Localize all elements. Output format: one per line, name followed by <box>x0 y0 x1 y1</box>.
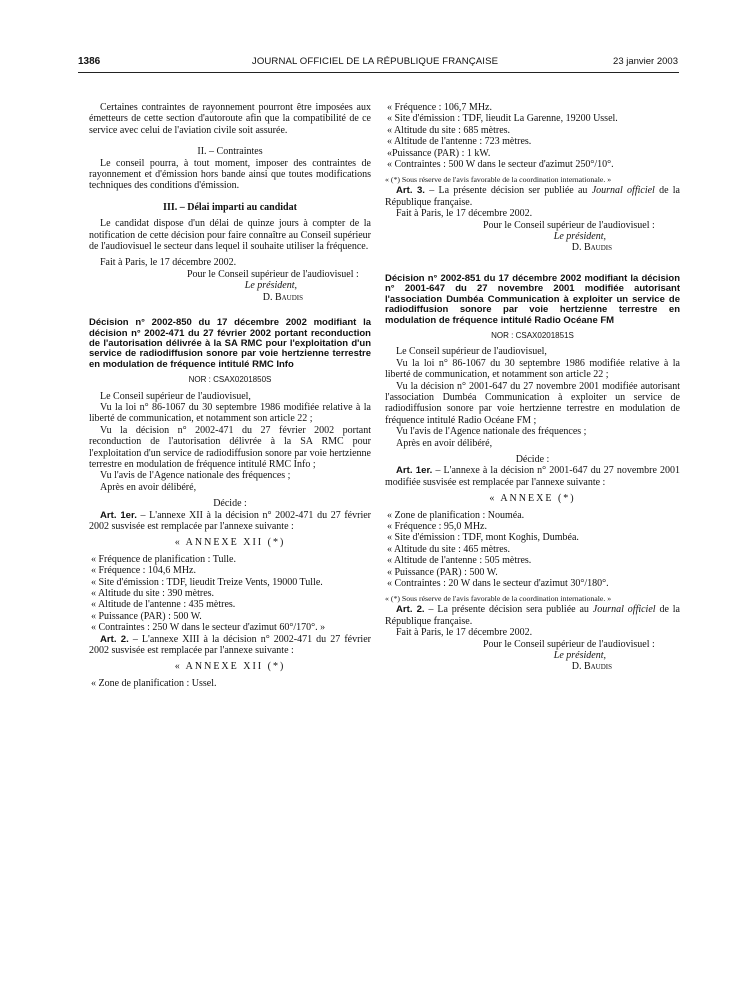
annexe-item: « Altitude du site : 685 mètres. <box>387 124 511 136</box>
nor-reference: NOR : CSAX0201850S <box>188 375 272 385</box>
signature-name: D. Baudis <box>262 291 303 303</box>
annexe-item: « Altitude du site : 465 mètres. <box>387 543 511 555</box>
article-1 <box>89 510 371 533</box>
article-label: Art. 2. <box>100 633 129 645</box>
annexe-item: « Altitude de l'antenne : 505 mètres. <box>387 555 532 567</box>
annexe-item: « Contraintes : 500 W dans le secteur d'azimut 250°/10°. <box>387 159 614 171</box>
signature-pour: Pour le Conseil supérieur de l'audiovisuel : <box>483 219 655 231</box>
page-header <box>0 0 748 70</box>
annexe-item: « Zone de planification : Ussel. <box>91 677 217 689</box>
annexe-title: « ANNEXE (*) <box>489 493 576 505</box>
decide-heading: Décide : <box>213 498 247 510</box>
annexe-item: « Contraintes : 250 W dans le secteur d'azimut 60°/170°. » <box>91 622 326 634</box>
annexe-item: « Site d'émission : TDF, lieudit Treize Vents, 19000 Tulle. <box>91 576 323 588</box>
visa-line: Vu la décision n° 2002-471 du 27 février 2002 portant reconduction de l'autorisation délivrée à la SA RMC pour l'exploitation d'un service de radiodiffusion sonore par voie hertzienne terrestre en modulation de fréquence intitulé RMC Info ; <box>89 424 371 470</box>
article-label: Art. 1er. <box>396 465 433 477</box>
journal-title: JOURNAL OFFICIEL DE LA RÉPUBLIQUE FRANÇAISE <box>251 56 499 67</box>
visa-line: Vu la décision n° 2001-647 du 27 novembre 2001 modifiée autorisant l'association Dumbéa Communication à exploiter un service de radiodiffusion sonore par voie hertzienne terrestre en modulation de fréquence intitulé Radio Océane FM ; <box>385 380 680 426</box>
annexe-item: « Puissance (PAR) : 500 W. <box>387 566 498 578</box>
annexe-item: « Fréquence : 104,6 MHz. <box>91 565 196 577</box>
fait-a-paris: Fait à Paris, le 17 décembre 2002. <box>396 627 533 639</box>
annexe-item: « Puissance (PAR) : 500 W. <box>91 610 202 622</box>
visa-line: Après en avoir délibéré, <box>100 481 197 493</box>
signature-name: D. Baudis <box>571 242 612 254</box>
decide-heading: Décide : <box>515 453 550 465</box>
issue-date: 23 janvier 2003 <box>613 56 678 67</box>
signature-president: Le président, <box>244 280 297 292</box>
article-text: – La présente décision sera publiée au <box>424 604 593 616</box>
visa-line: Vu l'avis de l'Agence nationale des fréquences ; <box>100 470 291 482</box>
decision-850-title: Décision n° 2002-850 du 17 décembre 2002 modifiant la décision n° 2002-471 du 27 février 2002 portant reconduction de l'autorisation délivrée à la SA RMC pour l'exploitation d'un service de radiodiffusion sonore par voie hertzienne terrestre en modulation de fréquence intitulé RMC Info <box>89 317 371 370</box>
page-number: 1386 <box>78 56 101 67</box>
annexe-item: « Fréquence de planification : Tulle. <box>91 553 236 565</box>
nor-reference: NOR : CSAX0201851S <box>491 330 574 340</box>
section-iii-title: III. – Délai imparti au candidat <box>163 201 297 213</box>
header-rule <box>78 72 679 73</box>
annexe-item: « Zone de planification : Nouméa. <box>387 509 525 521</box>
signature-pour: Pour le Conseil supérieur de l'audiovisuel : <box>483 638 655 650</box>
annexe-item: « Fréquence : 106,7 MHz. <box>387 102 492 113</box>
annexe-item: « Site d'émission : TDF, lieudit La Garenne, 19200 Ussel. <box>387 113 618 125</box>
footnote: « (*) Sous réserve de l'avis favorable de la coordination internationale. » <box>385 594 612 604</box>
article-label: Art. 1er. <box>100 509 137 521</box>
annexe-item: « Altitude de l'antenne : 723 mètres. <box>387 136 532 148</box>
article-2 <box>89 634 371 657</box>
article-1 <box>385 465 680 488</box>
footnote: « (*) Sous réserve de l'avis favorable de la coordination internationale. » <box>385 175 612 185</box>
left-column <box>89 102 371 689</box>
visa-line: Le Conseil supérieur de l'audiovisuel, <box>100 390 251 402</box>
article-2 <box>385 604 680 627</box>
annexe-item: « Altitude de l'antenne : 435 mètres. <box>91 599 236 611</box>
signature-president: Le président, <box>553 231 606 243</box>
article-text: de la République française. <box>385 604 680 627</box>
annexe-item: « Contraintes : 20 W dans le secteur d'azimut 30°/180°. <box>387 578 609 590</box>
visa-line: Vu la loi n° 86-1067 du 30 septembre 1986 modifiée relative à la liberté de communication, et notamment son article 22 ; <box>89 401 371 425</box>
journal-officiel-ref: Journal officiel <box>591 185 655 197</box>
article-text: – L'annexe à la décision n° 2001-647 du 27 novembre 2001 modifiée susvisée est remplacée par l'annexe suivante : <box>385 465 680 488</box>
section-ii-text: Le conseil pourra, à tout moment, imposer des contraintes de rayonnement et d'émission hors bande ainsi que toutes modifications techniques des conditions d'émission. <box>89 157 371 192</box>
section-iii-text: Le candidat dispose d'un délai de quinze jours à compter de la notification de cette décision pour faire connaître au Conseil supérieur de l'audiovisuel le secteur dans lequel il souhaite utiliser la fréquence. <box>89 218 371 253</box>
article-text: – L'annexe XIII à la décision n° 2002-471 du 27 février 2002 susvisée est remplacée par l'annexe suivante : <box>89 633 371 657</box>
intro-paragraph: Certaines contraintes de rayonnement pourront être imposées aux émetteurs de cette section d'autoroute afin que la compatibilité de ce service avec celui de l'aviation civile soit assurée. <box>89 102 371 136</box>
annexe-title: « ANNEXE XII (*) <box>174 661 286 673</box>
signature-name: D. Baudis <box>571 661 612 673</box>
visa-line: Le Conseil supérieur de l'audiovisuel, <box>396 346 547 358</box>
article-text: – L'annexe XII à la décision n° 2002-471 du 27 février 2002 susvisée est remplacée par l'annexe suivante : <box>89 509 371 532</box>
annexe-item: « Fréquence : 95,0 MHz. <box>387 521 487 532</box>
annexe-title: « ANNEXE XII (*) <box>174 537 286 549</box>
article-3 <box>385 185 680 208</box>
article-label: Art. 2. <box>396 604 425 616</box>
annexe-item: «Puissance (PAR) : 1 kW. <box>387 147 491 159</box>
signature-pour: Pour le Conseil supérieur de l'audiovisuel : <box>187 268 359 280</box>
section-ii-title: II. – Contraintes <box>197 146 263 158</box>
article-text: – La présente décision ser publiée au <box>424 185 592 197</box>
decision-851-title: Décision n° 2002-851 du 17 décembre 2002 modifiant la décision n° 2001-647 du 27 novembre 2001 modifiée autorisant l'association Dumbéa Communication à exploiter un service de radiodiffusion sonore par voie hertzienne terrestre en modulation de fréquence intitulé Radio Océane FM <box>385 272 680 326</box>
article-label: Art. 3. <box>396 185 425 197</box>
visa-line: Après en avoir délibéré, <box>396 437 493 449</box>
fait-a-paris: Fait à Paris, le 17 décembre 2002. <box>100 257 237 269</box>
right-column <box>385 102 680 673</box>
journal-officiel-ref: Journal officiel <box>592 604 656 616</box>
fait-a-paris: Fait à Paris, le 17 décembre 2002. <box>396 208 533 220</box>
visa-line: Vu l'avis de l'Agence nationale des fréquences ; <box>396 426 587 438</box>
annexe-item: « Site d'émission : TDF, mont Koghis, Dumbéa. <box>387 532 579 544</box>
annexe-item: « Altitude du site : 390 mètres. <box>91 588 215 600</box>
signature-president: Le président, <box>553 650 606 662</box>
article-text: de la République française. <box>385 185 680 208</box>
visa-line: Vu la loi n° 86-1067 du 30 septembre 1986 modifiée relative à la liberté de communication, et notamment son article 22 ; <box>385 357 680 381</box>
